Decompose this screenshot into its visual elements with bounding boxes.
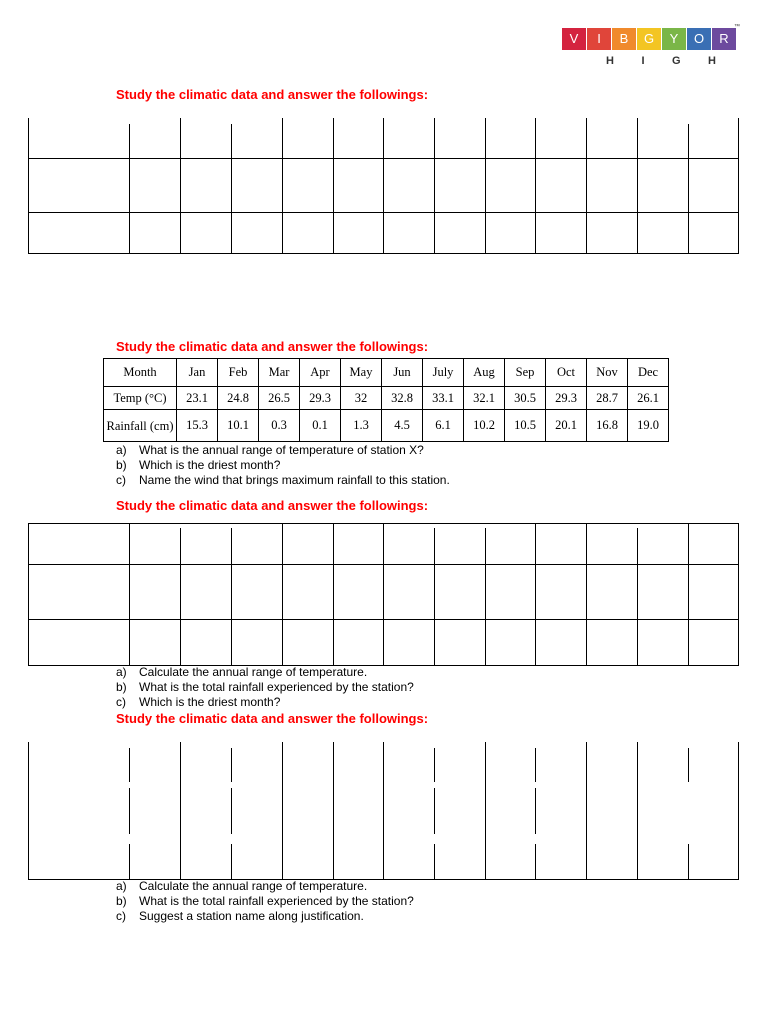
grid-line	[738, 742, 739, 880]
logo-subtitle	[606, 55, 716, 67]
grid-line	[282, 118, 283, 254]
grid-line	[333, 118, 334, 254]
row-label: Rainfall (cm)	[104, 410, 177, 442]
table-cell: 30.5	[505, 387, 546, 410]
table-cell: 6.1	[423, 410, 464, 442]
table-cell: 29.3	[546, 387, 587, 410]
table-cell: 1.3	[341, 410, 382, 442]
grid-line	[129, 844, 130, 880]
climate-data-table	[103, 358, 669, 442]
section-heading-4: Study the climatic data and answer the followings:	[116, 711, 429, 726]
table-header-cell: Jun	[382, 359, 423, 387]
table-header-cell: Feb	[218, 359, 259, 387]
grid-line	[231, 124, 232, 254]
grid-line	[231, 844, 232, 880]
grid-line	[231, 788, 232, 834]
question-list-3	[116, 879, 414, 924]
grid-line	[180, 528, 181, 666]
question-label: c)	[116, 473, 126, 487]
grid-line	[231, 528, 232, 666]
grid-line	[129, 788, 130, 834]
logo-subtitle-letter: H	[708, 55, 716, 67]
question-text: What is the total rainfall experienced by the station?	[139, 894, 414, 908]
trademark-symbol: ™	[734, 24, 740, 30]
grid-line	[485, 118, 486, 254]
table-cell: 26.1	[628, 387, 669, 410]
grid-line	[434, 788, 435, 834]
question-label: a)	[116, 665, 127, 679]
grid-line	[333, 523, 334, 666]
table-header-cell: Aug	[464, 359, 505, 387]
table-cell: 32.1	[464, 387, 505, 410]
table-row	[104, 410, 669, 442]
question-label: c)	[116, 695, 126, 709]
grid-line	[282, 523, 283, 666]
table-cell: 19.0	[628, 410, 669, 442]
logo-letter: G	[637, 28, 662, 50]
question-label: a)	[116, 443, 127, 457]
table-header-cell: Sep	[505, 359, 546, 387]
table-cell: 10.1	[218, 410, 259, 442]
table-cell: 26.5	[259, 387, 300, 410]
grid-line	[535, 844, 536, 880]
grid-line	[28, 742, 29, 880]
grid-line	[535, 523, 536, 666]
question-list-1	[116, 443, 450, 488]
grid-line	[383, 742, 384, 880]
question-text: Calculate the annual range of temperature.	[139, 879, 368, 893]
question-item	[116, 473, 450, 488]
table-cell: 23.1	[177, 387, 218, 410]
grid-line	[637, 742, 638, 880]
logo-letter: O	[687, 28, 712, 50]
section-heading-1: Study the climatic data and answer the followings:	[116, 87, 429, 102]
row-label: Temp (°C)	[104, 387, 177, 410]
table-header-cell: Nov	[587, 359, 628, 387]
question-text: Which is the driest month?	[139, 695, 281, 709]
question-label: b)	[116, 680, 127, 694]
table-header-cell: Dec	[628, 359, 669, 387]
question-item	[116, 458, 450, 473]
section-heading-2: Study the climatic data and answer the followings:	[116, 339, 429, 354]
table-header-cell: Mar	[259, 359, 300, 387]
table-cell: 0.3	[259, 410, 300, 442]
table-cell: 24.8	[218, 387, 259, 410]
grid-line	[535, 748, 536, 782]
table-header-row	[104, 359, 669, 387]
table-cell: 28.7	[587, 387, 628, 410]
logo-letter: B	[612, 28, 637, 50]
grid-line	[434, 528, 435, 666]
grid-line	[586, 523, 587, 666]
table-cell: 4.5	[382, 410, 423, 442]
grid-line	[688, 124, 689, 254]
grid-line	[688, 523, 689, 666]
grid-line	[637, 528, 638, 666]
grid-line	[738, 523, 739, 666]
logo-subtitle-letter: I	[641, 55, 645, 67]
table-cell: 32	[341, 387, 382, 410]
table-cell: 15.3	[177, 410, 218, 442]
question-item	[116, 665, 414, 680]
question-label: a)	[116, 879, 127, 893]
section-heading-3: Study the climatic data and answer the followings:	[116, 498, 429, 513]
question-text: Suggest a station name along justification.	[139, 909, 364, 923]
logo-letter: V	[562, 28, 587, 50]
grid-line	[383, 118, 384, 254]
question-item	[116, 909, 414, 924]
grid-line	[129, 523, 130, 666]
grid-line	[586, 118, 587, 254]
table-cell: 10.5	[505, 410, 546, 442]
grid-line	[333, 742, 334, 880]
grid-line	[586, 742, 587, 880]
question-text: What is the total rainfall experienced by the station?	[139, 680, 414, 694]
grid-line	[434, 748, 435, 782]
vibgyor-logo	[562, 28, 737, 50]
question-item	[116, 894, 414, 909]
question-label: b)	[116, 458, 127, 472]
table-header-cell: Jan	[177, 359, 218, 387]
question-text: Calculate the annual range of temperature.	[139, 665, 368, 679]
grid-line	[535, 788, 536, 834]
question-label: c)	[116, 909, 126, 923]
table-cell: 10.2	[464, 410, 505, 442]
table-header-cell: Apr	[300, 359, 341, 387]
grid-line	[129, 748, 130, 782]
grid-line	[231, 748, 232, 782]
grid-line	[485, 742, 486, 880]
grid-line	[688, 748, 689, 782]
table-header-cell: Month	[104, 359, 177, 387]
grid-line	[282, 742, 283, 880]
grid-line	[688, 844, 689, 880]
question-item	[116, 695, 414, 710]
table-cell: 16.8	[587, 410, 628, 442]
grid-line	[637, 118, 638, 254]
question-item	[116, 443, 450, 458]
grid-line	[738, 118, 739, 254]
grid-line	[383, 523, 384, 666]
question-text: What is the annual range of temperature of station X?	[139, 443, 424, 457]
question-text: Name the wind that brings maximum rainfall to this station.	[139, 473, 450, 487]
grid-line	[485, 528, 486, 666]
table-cell: 33.1	[423, 387, 464, 410]
table-cell: 32.8	[382, 387, 423, 410]
grid-line	[180, 118, 181, 254]
question-item	[116, 680, 414, 695]
question-label: b)	[116, 894, 127, 908]
logo-letter: I	[587, 28, 612, 50]
grid-line	[434, 118, 435, 254]
grid-line	[28, 523, 29, 666]
grid-line	[28, 118, 29, 254]
logo-subtitle-letter: G	[671, 55, 681, 67]
table-header-cell: May	[341, 359, 382, 387]
table-cell: 29.3	[300, 387, 341, 410]
grid-line	[129, 124, 130, 254]
grid-line	[434, 844, 435, 880]
table-row	[104, 387, 669, 410]
logo-letter: R	[712, 28, 737, 50]
grid-line	[180, 742, 181, 880]
table-cell: 20.1	[546, 410, 587, 442]
table-header-cell: July	[423, 359, 464, 387]
grid-line	[535, 118, 536, 254]
question-item	[116, 879, 414, 894]
table-header-cell: Oct	[546, 359, 587, 387]
logo-letter: Y	[662, 28, 687, 50]
question-list-2	[116, 665, 414, 710]
question-text: Which is the driest month?	[139, 458, 281, 472]
logo-subtitle-letter: H	[606, 55, 614, 67]
table-cell: 0.1	[300, 410, 341, 442]
